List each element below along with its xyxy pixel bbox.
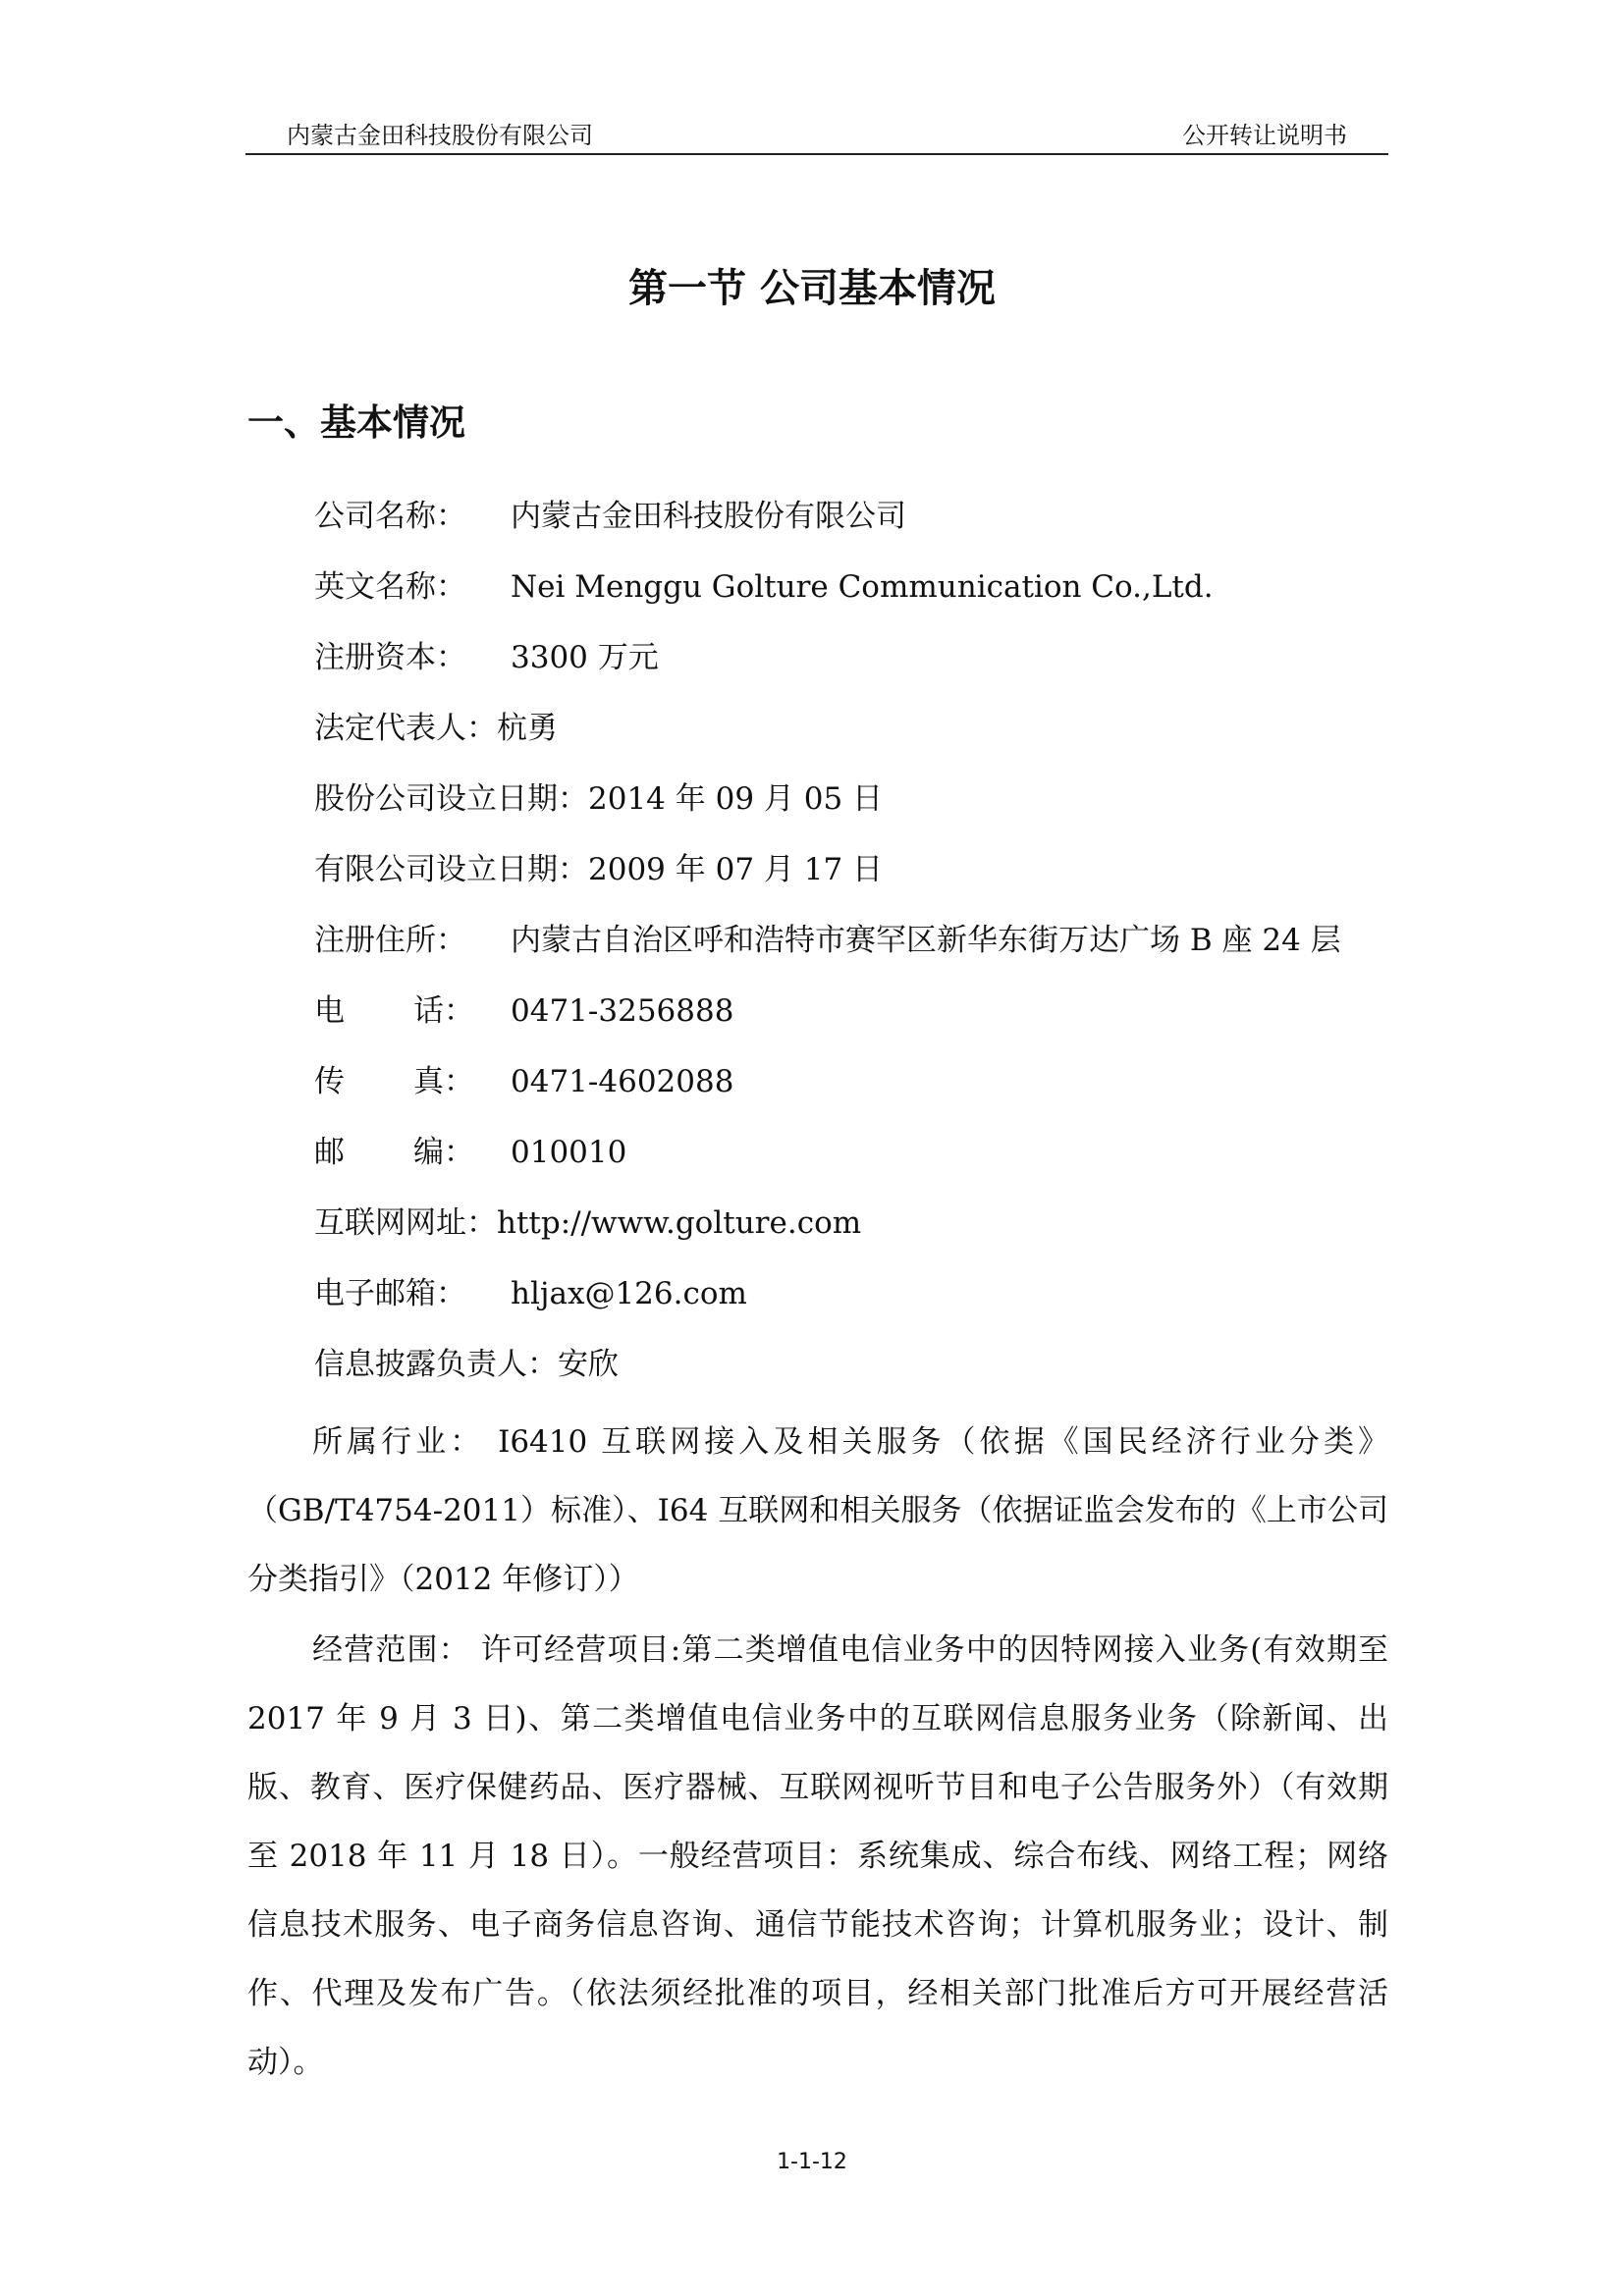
info-label-part: 传 <box>314 1064 345 1099</box>
info-value: 0471-4602088 <box>511 1064 734 1099</box>
info-row-company-name <box>314 495 906 538</box>
info-row-website <box>314 1201 861 1245</box>
info-label: 英文名称： <box>314 569 466 605</box>
info-row-joint-stock-established <box>314 777 883 821</box>
business-scope-paragraph: 经营范围： 许可经营项目:第二类增值电信业务中的因特网接入业务(有效期至 2017 年 9 月 3 日)、第二类增值电信业务中的互联网信息服务业务（除新闻、出版、教育、医疗保健药品、医疗器械、互联网视听节目和电子公告服务外）（有效期至 2018 年 11 月 18 日）。一般经营项目：系统集成、综合布线、网络工程；网络信息技术服务、电子商务信息咨询、通信节能技术咨询；计算机服务业；设计、制作、代理及发布广告。（依法须经批准的项目，经相关部门批准后方可开展经营活动）。 <box>247 1632 1388 2080</box>
page-number: 1-1-12 <box>777 2150 847 2174</box>
info-label-part: 话： <box>413 993 474 1029</box>
info-value: 010010 <box>511 1135 627 1170</box>
header-doc-type: 公开转让说明书 <box>1182 122 1347 149</box>
info-label-part: 邮 <box>314 1135 345 1170</box>
info-value: 内蒙古自治区呼和浩特市赛罕区新华东街万达广场 B 座 24 层 <box>511 923 1341 958</box>
info-value: 2009 年 07 月 17 日 <box>588 852 884 887</box>
info-row-postcode <box>314 1131 627 1174</box>
info-label-part: 电 <box>314 993 345 1029</box>
info-label: 公司名称： <box>314 499 466 534</box>
info-row-fax <box>314 1060 734 1103</box>
info-row-limited-established <box>314 848 883 891</box>
info-label-part: 编： <box>413 1135 474 1170</box>
info-row-email <box>314 1272 747 1315</box>
info-row-english-name <box>314 565 1214 609</box>
page-header <box>245 114 1388 155</box>
info-value: 安欣 <box>558 1347 619 1382</box>
info-value: 杭勇 <box>497 711 558 746</box>
info-label: 股份公司设立日期： <box>314 781 588 817</box>
info-value: 3300 万元 <box>511 640 659 675</box>
info-row-legal-representative <box>314 707 558 750</box>
info-row-registered-address <box>314 919 1341 962</box>
subsection-title: 一、基本情况 <box>247 401 465 444</box>
info-label: 互联网网址： <box>314 1205 497 1241</box>
info-value: 0471-3256888 <box>511 993 734 1029</box>
info-label-part: 真： <box>413 1064 474 1099</box>
info-value: 2014 年 09 月 05 日 <box>588 781 884 817</box>
info-row-disclosure-officer <box>314 1343 619 1386</box>
info-label: 信息披露负责人： <box>314 1347 558 1382</box>
info-row-phone <box>314 989 734 1033</box>
info-value: 内蒙古金田科技股份有限公司 <box>511 499 906 534</box>
info-label: 注册资本： <box>314 640 466 675</box>
header-company: 内蒙古金田科技股份有限公司 <box>287 122 593 149</box>
info-label: 有限公司设立日期： <box>314 852 588 887</box>
info-label: 法定代表人： <box>314 711 497 746</box>
info-value: hljax@126.com <box>511 1276 747 1311</box>
info-value: Nei Menggu Golture Communication Co.,Ltd. <box>511 569 1214 605</box>
section-title: 第一节 公司基本情况 <box>628 266 996 311</box>
info-value: http://www.golture.com <box>497 1205 862 1241</box>
info-row-registered-capital <box>314 636 659 679</box>
info-label: 注册住所： <box>314 923 466 958</box>
industry-paragraph: 所属行业： I6410 互联网接入及相关服务（依据《国民经济行业分类》（GB/T4754-2011）标准）、I64 互联网和相关服务（依据证监会发布的《上市公司分类指引》（2012 年修订）） <box>247 1424 1388 1597</box>
info-label: 电子邮箱： <box>314 1276 466 1311</box>
